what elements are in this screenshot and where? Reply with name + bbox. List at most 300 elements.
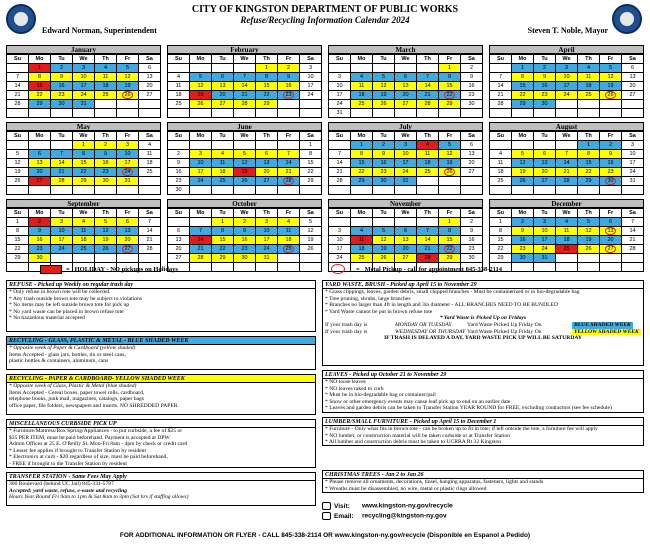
day-cell: 18 — [417, 159, 439, 168]
day-cell: 10 — [73, 73, 95, 82]
day-cell: 15 — [439, 236, 461, 245]
weekday-header: Sa — [300, 209, 322, 218]
day-cell: 3 — [534, 218, 556, 227]
calendar-grid — [6, 45, 644, 272]
day-cell: 7 — [139, 218, 161, 227]
day-cell: 19 — [578, 236, 600, 245]
empty-day-cell — [212, 109, 234, 118]
day-cell: 7 — [7, 73, 29, 82]
weekday-header: Su — [329, 209, 351, 218]
empty-day-cell — [256, 109, 278, 118]
month-table — [6, 131, 161, 195]
empty-day-cell — [578, 109, 600, 118]
day-cell: 6 — [139, 64, 161, 73]
day-cell: 6 — [29, 150, 51, 159]
email-row — [322, 512, 447, 521]
day-cell: 15 — [256, 82, 278, 91]
day-cell: 2 — [600, 141, 622, 150]
recycle-glass-title: RECYCLING - GLASS, PLASTIC & METAL - BLUE SHADED WEEK — [7, 337, 315, 345]
weekday-header: Fr — [439, 209, 461, 218]
day-cell: 23 — [512, 245, 534, 254]
weekday-header: Su — [168, 132, 190, 141]
day-cell — [600, 245, 622, 254]
info-line: * Branches no larger than 4ft in length and 3in diameter - ALL BRANCHES NEED TO BE BUNDLED — [325, 302, 558, 309]
day-cell: 5 — [234, 150, 256, 159]
refuse-box — [6, 280, 316, 332]
pickup-days: MONDAY OR TUESDAY — [395, 321, 452, 328]
empty-day-cell — [212, 186, 234, 195]
day-cell: 23 — [461, 245, 483, 254]
month-table — [6, 208, 161, 272]
info-line: * NO lumber, or construction material will be taken curbside or at Transfer Station — [325, 432, 510, 439]
empty-day-cell — [95, 186, 117, 195]
weekday-header: Su — [168, 209, 190, 218]
day-cell: 21 — [417, 91, 439, 100]
empty-day-cell — [51, 254, 73, 263]
day-cell: 11 — [417, 150, 439, 159]
month-name: February — [167, 45, 322, 54]
transfer-lines — [7, 481, 315, 501]
recycle-paper-lines — [7, 383, 315, 409]
empty-day-cell — [461, 109, 483, 118]
day-cell: 19 — [190, 91, 212, 100]
day-cell: 31 — [117, 177, 139, 186]
city-seal-left — [6, 4, 36, 34]
empty-day-cell — [556, 254, 578, 263]
day-cell: 2 — [534, 64, 556, 73]
day-cell: 5 — [95, 218, 117, 227]
day-cell — [439, 91, 461, 100]
day-cell: 6 — [117, 218, 139, 227]
day-cell: 25 — [139, 168, 161, 177]
empty-day-cell — [439, 109, 461, 118]
day-cell: 29 — [212, 254, 234, 263]
month-february — [167, 45, 322, 118]
weekday-header: Sa — [622, 132, 644, 141]
weekday-header: Tu — [373, 55, 395, 64]
day-cell: 19 — [512, 168, 534, 177]
weekday-header: Mo — [512, 132, 534, 141]
info-line: * No hazardous material accepted — [9, 315, 85, 322]
day-cell — [439, 168, 461, 177]
day-cell: 7 — [51, 150, 73, 159]
weekday-header: We — [234, 209, 256, 218]
empty-day-cell — [534, 109, 556, 118]
weekday-header: Mo — [190, 55, 212, 64]
metal-pickup-circle-icon — [331, 264, 345, 274]
day-cell: 1 — [73, 141, 95, 150]
day-cell: 15 — [73, 159, 95, 168]
info-line: * Opposite week of Paper & Cardboard (yellow shaded) — [9, 345, 136, 351]
day-cell: 17 — [73, 82, 95, 91]
day-cell: 31 — [73, 100, 95, 109]
day-cell: 8 — [351, 150, 373, 159]
empty-day-cell — [556, 186, 578, 195]
info-line: Items Accepted - glass jars, bottles, tin or steel cans, — [9, 351, 126, 358]
day-cell: 28 — [556, 177, 578, 186]
yard-delay-note: IF TRASH IS DELAYED A DAY, YARD WASTE PICK UP WILL BE SATURDAY — [384, 335, 582, 342]
day-cell: 10 — [395, 150, 417, 159]
info-line: office paper, file folders, newspapers and inserts. NO SHREDDED PAPER — [9, 402, 178, 409]
yard-pickup-row — [323, 329, 643, 336]
day-cell: 5 — [373, 227, 395, 236]
day-cell: 14 — [278, 159, 300, 168]
day-cell: 31 — [395, 177, 417, 186]
day-cell: 18 — [139, 159, 161, 168]
month-table — [489, 131, 644, 195]
day-cell: 1 — [256, 64, 278, 73]
day-cell: 27 — [534, 177, 556, 186]
month-table — [167, 131, 322, 195]
month-september — [6, 199, 161, 272]
day-cell: 17 — [117, 159, 139, 168]
weekday-header: We — [556, 132, 578, 141]
month-name: July — [328, 122, 483, 131]
weekday-header: Su — [168, 55, 190, 64]
email-link[interactable]: recycling@kingston-ny.gov — [362, 512, 447, 520]
day-cell: 8 — [256, 73, 278, 82]
empty-day-cell — [278, 141, 300, 150]
day-cell: 12 — [300, 227, 322, 236]
day-cell: 18 — [95, 82, 117, 91]
day-cell: 14 — [329, 159, 351, 168]
day-cell: 10 — [117, 150, 139, 159]
weekday-header: Su — [329, 55, 351, 64]
weekday-header: Th — [256, 132, 278, 141]
day-cell: 5 — [300, 218, 322, 227]
day-cell: 3 — [256, 218, 278, 227]
day-cell: 2 — [234, 218, 256, 227]
empty-day-cell — [278, 186, 300, 195]
empty-day-cell — [395, 64, 417, 73]
day-cell: 19 — [7, 168, 29, 177]
weekday-header: We — [395, 209, 417, 218]
weekday-header: Th — [578, 132, 600, 141]
day-cell: 28 — [234, 100, 256, 109]
day-cell — [278, 245, 300, 254]
day-cell: 23 — [534, 91, 556, 100]
day-cell: 19 — [373, 91, 395, 100]
day-cell: 19 — [600, 82, 622, 91]
day-cell: 17 — [190, 168, 212, 177]
day-cell: 11 — [278, 227, 300, 236]
day-cell: 12 — [373, 236, 395, 245]
info-line: telephone books, junk mail, magazines, catalogs, paper bags — [9, 396, 144, 403]
empty-day-cell — [95, 100, 117, 109]
day-cell: 23 — [29, 245, 51, 254]
empty-day-cell — [600, 109, 622, 118]
day-cell: 27 — [256, 177, 278, 186]
day-cell: 9 — [278, 73, 300, 82]
day-cell: 14 — [139, 227, 161, 236]
day-cell: 9 — [29, 227, 51, 236]
empty-day-cell — [329, 186, 351, 195]
info-line: Hours Year Round Fri 9am to 1pm & Sat 8am to 3pm (Sat hrs if staffing allows) — [9, 494, 189, 501]
day-cell: 2 — [51, 64, 73, 73]
day-cell: 20 — [395, 91, 417, 100]
day-cell: 22 — [7, 245, 29, 254]
empty-day-cell — [417, 218, 439, 227]
day-cell: 11 — [351, 82, 373, 91]
recycle-glass-lines — [7, 345, 315, 365]
day-cell: 27 — [29, 177, 51, 186]
day-cell: 30 — [168, 186, 190, 195]
empty-day-cell — [168, 141, 190, 150]
day-cell: 29 — [73, 177, 95, 186]
empty-day-cell — [117, 254, 139, 263]
day-cell: 10 — [300, 73, 322, 82]
info-line: * Tree pruning, shrubs, large branches — [325, 295, 411, 302]
info-line: Admin Offices at 25 E. O'Reilly St. Mon-Fri 8am - 4pm by check or credit card — [9, 441, 188, 448]
mayor-name: Steven T. Noble, Mayor — [527, 26, 608, 35]
day-cell: 17 — [329, 91, 351, 100]
weekday-header: Sa — [139, 55, 161, 64]
day-cell: 4 — [95, 64, 117, 73]
day-cell: 9 — [600, 150, 622, 159]
weekday-header: Tu — [212, 209, 234, 218]
metal-legend-label: Metal Pickup - call for appointment 845-338-2114 — [364, 266, 503, 273]
empty-day-cell — [556, 141, 578, 150]
day-cell: 18 — [351, 91, 373, 100]
day-cell: 24 — [534, 245, 556, 254]
day-cell: 26 — [512, 177, 534, 186]
day-cell: 21 — [556, 168, 578, 177]
pickup-tag: YELLOW SHADED WEEK — [574, 328, 639, 335]
day-cell: 15 — [439, 82, 461, 91]
holiday-legend-text: = HOLIDAY - NO pickups on Holidays — [66, 266, 178, 273]
empty-day-cell — [600, 186, 622, 195]
day-cell: 20 — [139, 82, 161, 91]
empty-day-cell — [7, 186, 29, 195]
day-cell: 4 — [556, 218, 578, 227]
day-cell: 8 — [512, 73, 534, 82]
weekday-header: We — [395, 55, 417, 64]
day-cell: 10 — [256, 227, 278, 236]
day-cell: 24 — [51, 245, 73, 254]
day-cell: 12 — [190, 82, 212, 91]
day-cell: 5 — [373, 73, 395, 82]
weekday-header: Th — [417, 55, 439, 64]
day-cell: 18 — [73, 236, 95, 245]
day-cell: 21 — [329, 168, 351, 177]
empty-day-cell — [212, 141, 234, 150]
day-cell: 21 — [278, 168, 300, 177]
transfer-box — [6, 472, 316, 506]
day-cell: 10 — [329, 236, 351, 245]
day-cell: 2 — [512, 218, 534, 227]
weekday-header: Fr — [117, 132, 139, 141]
empty-day-cell — [73, 186, 95, 195]
weekday-header: Th — [256, 209, 278, 218]
day-cell: 7 — [190, 227, 212, 236]
empty-day-cell — [578, 186, 600, 195]
day-cell: 29 — [300, 177, 322, 186]
info-line: * Furniture - Only what fits in brown tote - can be broken up to fit in tote; if left outside the tote, a furniture fee will apply — [325, 426, 598, 432]
month-name: March — [328, 45, 483, 54]
day-cell — [117, 91, 139, 100]
day-cell — [117, 245, 139, 254]
empty-day-cell — [512, 109, 534, 118]
empty-day-cell — [190, 218, 212, 227]
day-cell: 29 — [29, 100, 51, 109]
day-cell: 9 — [168, 159, 190, 168]
weekday-header: Sa — [139, 132, 161, 141]
day-cell: 10 — [51, 227, 73, 236]
recycle-paper-box — [6, 374, 316, 415]
day-cell: 30 — [534, 100, 556, 109]
day-cell: 4 — [490, 150, 512, 159]
month-name: November — [328, 199, 483, 208]
day-cell: 23 — [51, 91, 73, 100]
empty-day-cell — [190, 141, 212, 150]
empty-day-cell — [578, 100, 600, 109]
empty-day-cell — [512, 186, 534, 195]
empty-day-cell — [490, 186, 512, 195]
empty-day-cell — [600, 100, 622, 109]
day-cell: 11 — [578, 73, 600, 82]
info-line: * Leaves and garden debris can be taken to Transfer Station YEAR ROUND for FREE, excluding contractors (see fee schedule) — [325, 405, 612, 412]
metal-pickup-day: 22 — [446, 92, 453, 98]
weekday-header: Tu — [51, 132, 73, 141]
info-line: plastic bottles & containers, aluminum, cans — [9, 358, 109, 365]
empty-day-cell — [51, 109, 73, 118]
month-march — [328, 45, 483, 118]
visit-link[interactable]: www.kingston-ny.gov/recycle — [362, 502, 453, 510]
day-cell: 3 — [73, 64, 95, 73]
empty-day-cell — [512, 141, 534, 150]
month-table — [328, 131, 483, 195]
day-cell: 6 — [461, 141, 483, 150]
day-cell: 19 — [300, 236, 322, 245]
empty-day-cell — [329, 141, 351, 150]
day-cell: 28 — [190, 254, 212, 263]
day-cell: 11 — [490, 159, 512, 168]
day-cell: 2 — [278, 64, 300, 73]
leaves-box — [322, 370, 644, 413]
day-cell: 8 — [73, 150, 95, 159]
day-cell: 21 — [622, 236, 644, 245]
christmas-title: CHRISTMAS TREES - Jan 2 to Jan 26 — [323, 471, 643, 479]
info-line: * Any trash outside brown tote may be subject to violations — [9, 295, 142, 302]
weekday-header: Th — [95, 209, 117, 218]
empty-day-cell — [300, 100, 322, 109]
day-cell: 16 — [51, 82, 73, 91]
empty-day-cell — [417, 64, 439, 73]
day-cell: 22 — [578, 168, 600, 177]
day-cell: 2 — [461, 64, 483, 73]
day-cell: 8 — [578, 150, 600, 159]
day-cell: 17 — [556, 82, 578, 91]
day-cell: 6 — [622, 64, 644, 73]
day-cell: 13 — [168, 236, 190, 245]
day-cell: 13 — [395, 82, 417, 91]
empty-day-cell — [95, 254, 117, 263]
day-cell: 27 — [212, 100, 234, 109]
weekday-header: Fr — [278, 55, 300, 64]
day-cell: 3 — [190, 150, 212, 159]
day-cell: 23 — [600, 168, 622, 177]
curbside-box — [6, 419, 316, 468]
day-cell: 12 — [600, 73, 622, 82]
day-cell: 15 — [490, 236, 512, 245]
day-cell: 15 — [300, 159, 322, 168]
day-cell: 3 — [622, 141, 644, 150]
yard-waste-box — [322, 280, 644, 366]
day-cell: 16 — [461, 236, 483, 245]
day-cell: 7 — [417, 73, 439, 82]
day-cell: 3 — [117, 141, 139, 150]
day-cell: 5 — [600, 64, 622, 73]
christmas-box — [322, 470, 644, 493]
empty-day-cell — [417, 186, 439, 195]
day-cell: 21 — [490, 91, 512, 100]
weekday-header: We — [73, 132, 95, 141]
day-cell: 4 — [417, 141, 439, 150]
info-line: * Please remove all ornaments, decorations, tinsel, hanging apparatus, fasteners, lights and stands — [325, 479, 544, 485]
day-cell: 15 — [29, 82, 51, 91]
day-cell: 20 — [117, 236, 139, 245]
day-cell: 30 — [461, 254, 483, 263]
day-cell: 16 — [95, 159, 117, 168]
weekday-header: Tu — [534, 132, 556, 141]
month-name: October — [167, 199, 322, 208]
day-cell: 8 — [439, 227, 461, 236]
email-label: Email: — [334, 512, 354, 520]
day-cell: 22 — [351, 168, 373, 177]
day-cell: 5 — [117, 64, 139, 73]
pickup-tag: BLUE SHADED WEEK — [574, 321, 631, 328]
weekday-header: Mo — [29, 209, 51, 218]
weekday-header: Th — [256, 55, 278, 64]
metal-pickup-day: 25 — [285, 246, 292, 252]
day-cell: 8 — [29, 73, 51, 82]
day-cell: 13 — [622, 73, 644, 82]
day-cell: 9 — [234, 227, 256, 236]
day-cell: 12 — [7, 159, 29, 168]
empty-day-cell — [51, 186, 73, 195]
weekday-header: Sa — [300, 55, 322, 64]
weekday-header: Fr — [600, 132, 622, 141]
day-cell: 14 — [417, 82, 439, 91]
day-cell — [278, 91, 300, 100]
day-cell: 20 — [256, 168, 278, 177]
empty-day-cell — [461, 186, 483, 195]
day-cell: 7 — [490, 73, 512, 82]
day-cell: 1 — [490, 218, 512, 227]
day-cell: 8 — [7, 227, 29, 236]
page-title: CITY OF KINGSTON DEPARTMENT OF PUBLIC WORKS — [191, 4, 459, 15]
info-line: * NO loose leaves — [325, 379, 366, 385]
day-cell: 16 — [512, 236, 534, 245]
month-name: April — [489, 45, 644, 54]
weekday-header: Tu — [51, 55, 73, 64]
day-cell: 26 — [373, 254, 395, 263]
empty-day-cell — [417, 177, 439, 186]
day-cell: 30 — [461, 100, 483, 109]
day-cell: 29 — [439, 100, 461, 109]
empty-day-cell — [256, 141, 278, 150]
pickup-lead: If your trash day is — [325, 328, 368, 335]
empty-day-cell — [622, 186, 644, 195]
day-cell: 24 — [329, 254, 351, 263]
day-cell: 13 — [117, 227, 139, 236]
email-icon — [322, 512, 331, 520]
day-cell: 17 — [329, 245, 351, 254]
empty-day-cell — [168, 218, 190, 227]
day-cell: 22 — [512, 91, 534, 100]
weekday-header: Fr — [600, 55, 622, 64]
empty-day-cell — [190, 109, 212, 118]
